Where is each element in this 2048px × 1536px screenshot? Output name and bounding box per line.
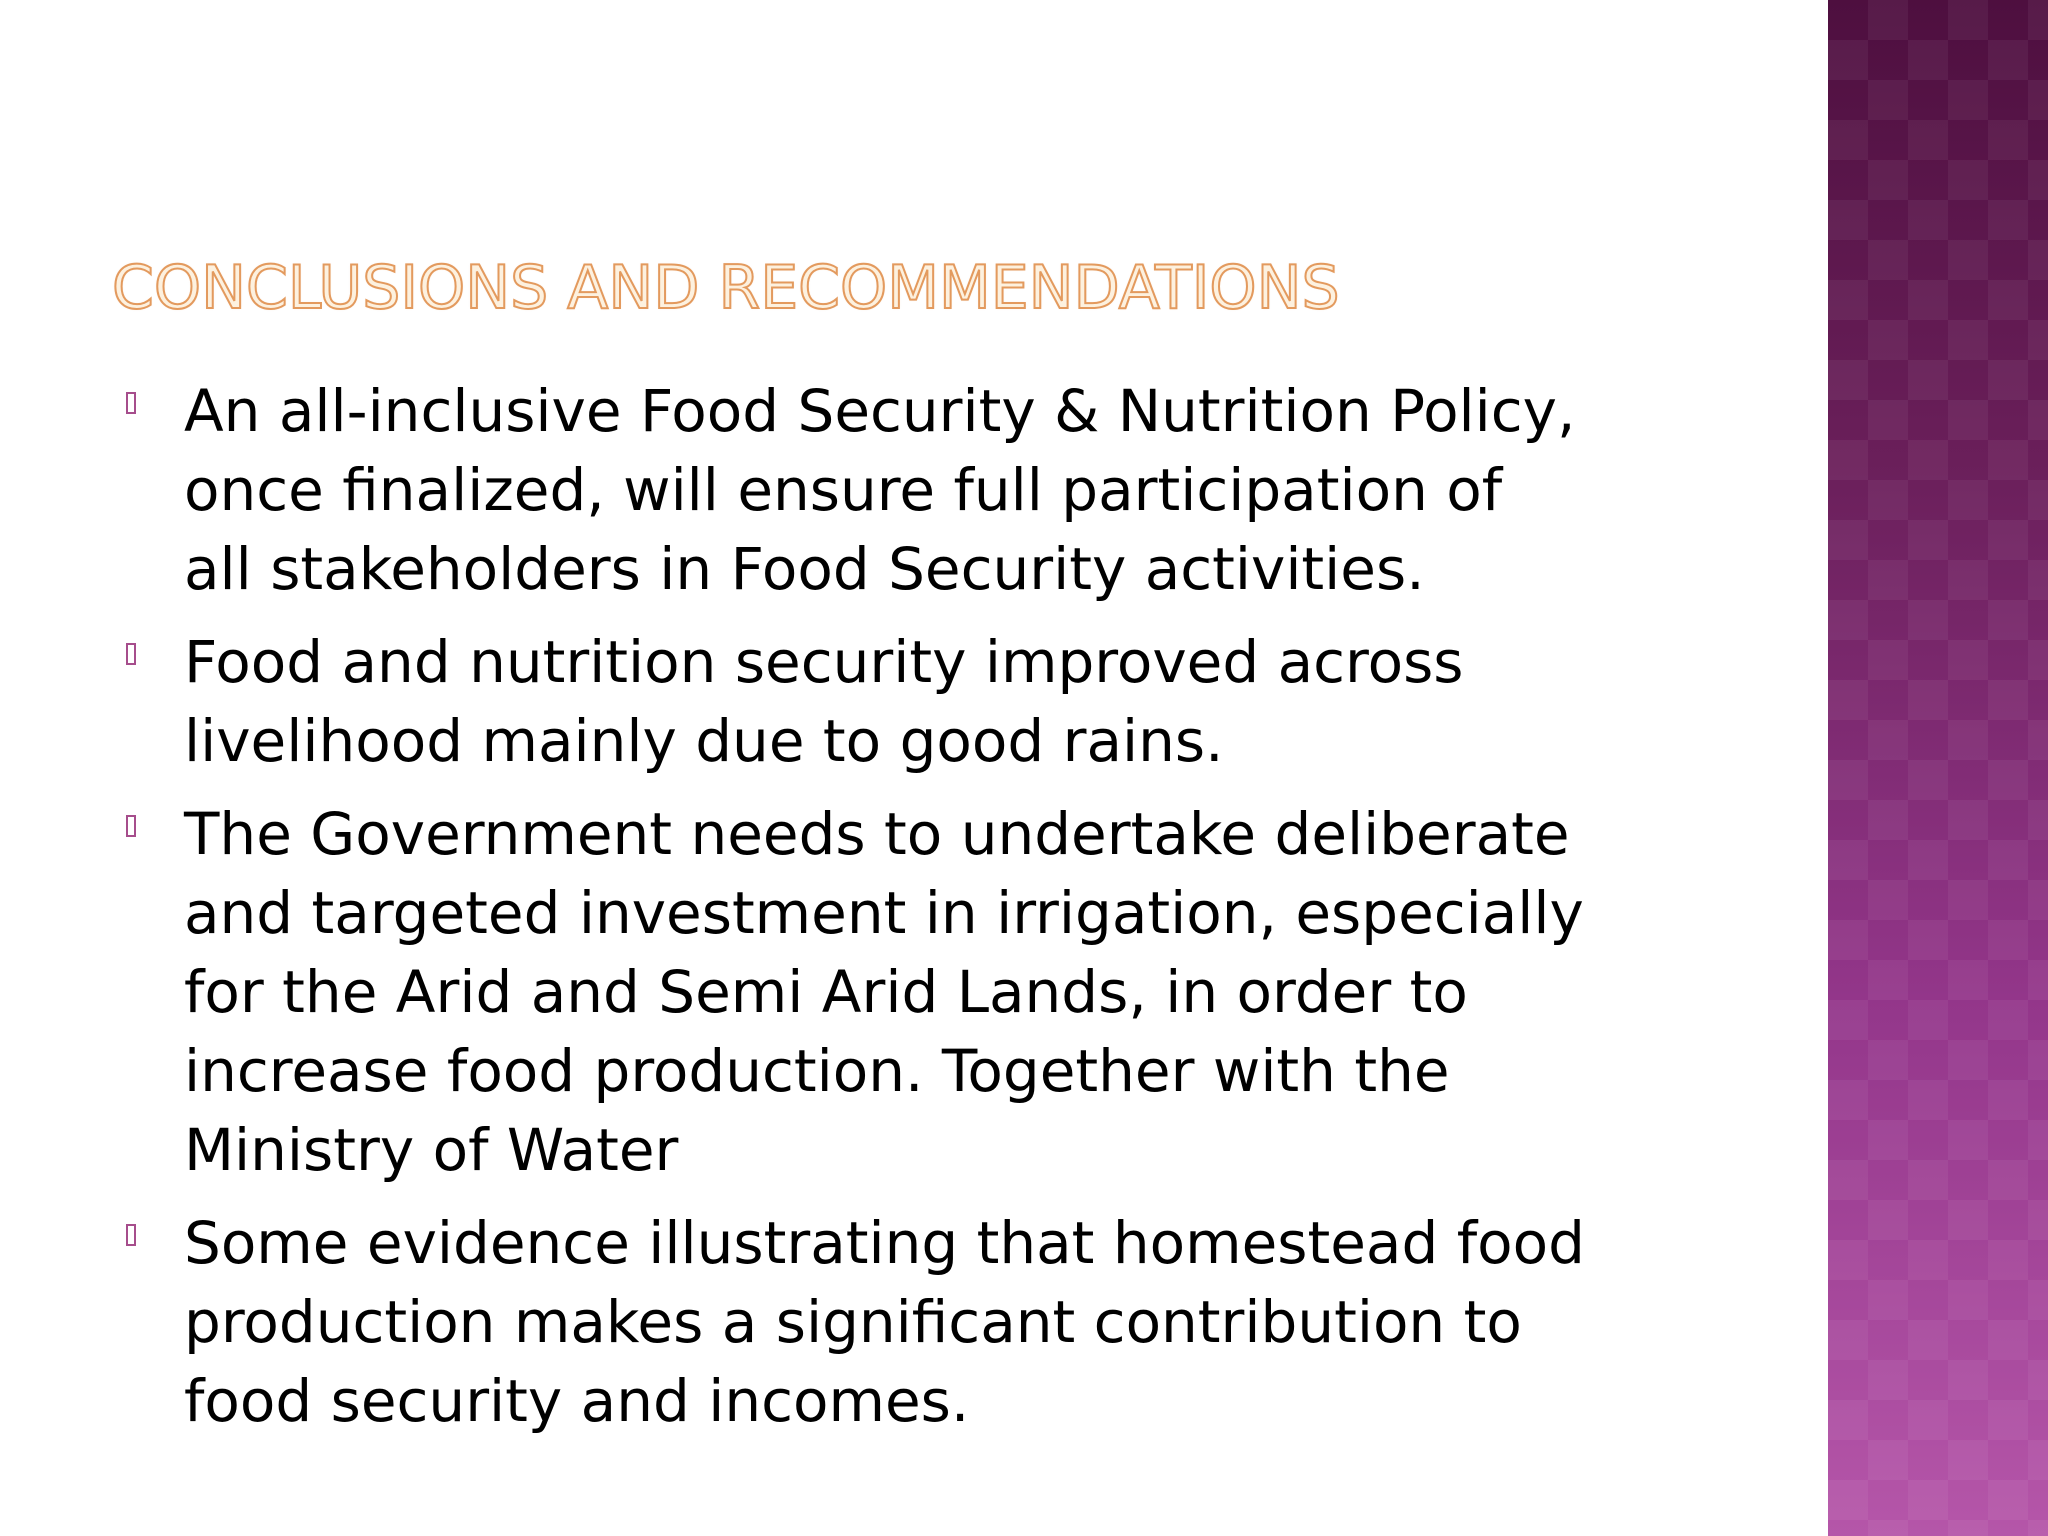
bullet-line: Ministry of Water [184, 1116, 679, 1184]
decorative-side-band [1828, 0, 2048, 1536]
bullet-line: production makes a significant contribution to [184, 1288, 1522, 1356]
bullet-marker-icon [126, 815, 136, 837]
bullet-line: Some evidence illustrating that homestead food [184, 1209, 1585, 1277]
bullet-marker-icon [126, 1224, 136, 1246]
bullet-line: livelihood mainly due to good rains. [184, 707, 1224, 775]
bullet-marker-icon [126, 392, 136, 414]
bullet-line: once finalized, will ensure full participation of [184, 456, 1503, 524]
bullet-line: increase food production. Together with the [184, 1037, 1450, 1105]
bullet-item [120, 1204, 1700, 1441]
bullet-line: all stakeholders in Food Security activities. [184, 535, 1425, 603]
bullet-item [120, 795, 1700, 1190]
bullet-marker-icon [126, 643, 136, 665]
bullet-item [120, 623, 1700, 781]
band-pattern [1828, 0, 2048, 1536]
bullet-list [120, 372, 1700, 1455]
bullet-line: and targeted investment in irrigation, especially [184, 879, 1584, 947]
bullet-line: food security and incomes. [184, 1367, 970, 1435]
slide-title: CONCLUSIONS AND RECOMMENDATIONS [112, 253, 1340, 323]
bullet-line: Food and nutrition security improved across [184, 628, 1464, 696]
bullet-item [120, 372, 1700, 609]
bullet-line: The Government needs to undertake deliberate [184, 800, 1570, 868]
bullet-line: for the Arid and Semi Arid Lands, in order to [184, 958, 1468, 1026]
bullet-line: An all-inclusive Food Security & Nutrition Policy, [184, 377, 1576, 445]
